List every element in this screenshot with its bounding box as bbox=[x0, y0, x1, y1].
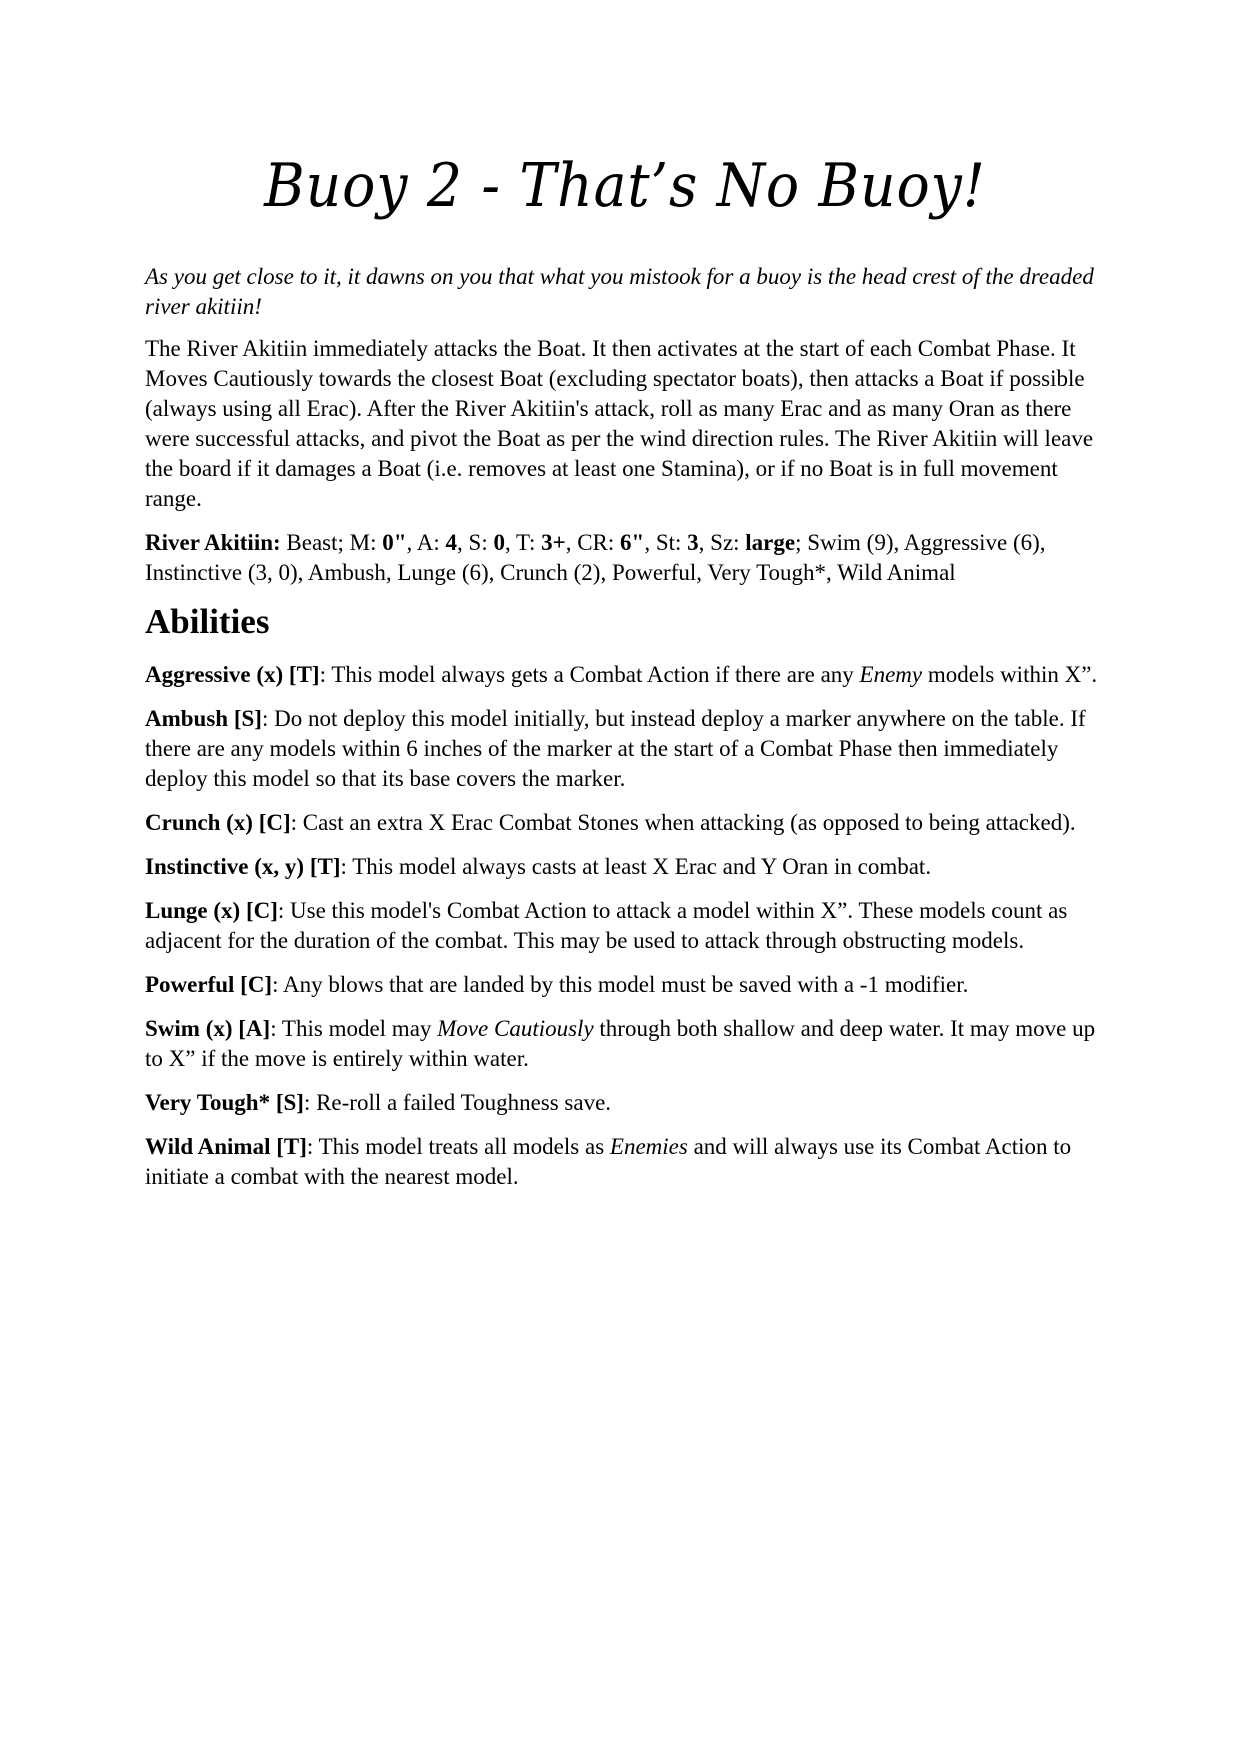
stat-cr: 6" bbox=[620, 530, 645, 555]
stat-type: Beast; M: bbox=[280, 530, 383, 555]
ability-name: Powerful [C] bbox=[145, 972, 273, 997]
ability-crunch bbox=[145, 808, 1105, 838]
ability-text: : Any blows that are landed by this model must be saved with a -1 modifier. bbox=[272, 972, 969, 997]
document-page bbox=[145, 150, 1105, 1206]
page-title: Buoy 2 - That’s No Buoy! bbox=[264, 151, 986, 221]
stat-s-label: , S: bbox=[457, 530, 494, 555]
ability-name: Crunch (x) [C] bbox=[145, 810, 291, 835]
ability-wild-animal bbox=[145, 1132, 1105, 1192]
ability-emphasis: Enemy bbox=[859, 662, 923, 687]
ability-name: Instinctive (x, y) [T] bbox=[145, 854, 341, 879]
ability-aggressive bbox=[145, 660, 1105, 690]
ability-text: : This model may bbox=[270, 1016, 438, 1041]
ability-name: Wild Animal [T] bbox=[145, 1134, 307, 1159]
stat-st: 3 bbox=[687, 530, 699, 555]
ability-very-tough bbox=[145, 1088, 1105, 1118]
stat-st-label: , St: bbox=[644, 530, 688, 555]
ability-text: models within X”. bbox=[922, 662, 1098, 687]
rules-paragraph: The River Akitiin immediately attacks the Boat. It then activates at the start of each Combat Phase. It Moves Cautiously towards the closest Boat (excluding spectator boats), then attacks a Boat if possible (always using all Erac). After the River Akitiin's attack, roll as many Erac and as many Oran as there were successful attacks, and pivot the Boat as per the wind direction rules. The River Akitiin will leave the board if it damages a Boat (i.e. removes at least one Stamina), or if no Boat is in full movement range. bbox=[145, 336, 1094, 511]
ability-instinctive bbox=[145, 852, 1105, 882]
ability-text: : This model always casts at least X Erac and Y Oran in combat. bbox=[340, 854, 932, 879]
stat-sz-label: , Sz: bbox=[698, 530, 746, 555]
stat-m: 0" bbox=[382, 530, 407, 555]
stat-traits: ; Swim (9), Aggressive (6), Instinctive (3, 0), Ambush, Lunge (6), Crunch (2), Powerful, Very Tough*, Wild Animal bbox=[145, 530, 1046, 585]
ability-name: Ambush [S] bbox=[145, 706, 262, 731]
ability-text: : Do not deploy this model initially, but instead deploy a marker anywhere on the table. If there are any models within 6 inches of the marker at the start of a Combat Phase then immediately deploy this model so that its base covers the marker. bbox=[145, 706, 1086, 791]
ability-lunge bbox=[145, 896, 1105, 956]
ability-ambush bbox=[145, 704, 1105, 794]
stat-t-label: , T: bbox=[504, 530, 542, 555]
ability-name: Very Tough* [S] bbox=[145, 1090, 304, 1115]
stat-line bbox=[145, 528, 1105, 588]
ability-emphasis: Move Cautiously bbox=[437, 1016, 594, 1041]
ability-text: : Cast an extra X Erac Combat Stones when attacking (as opposed to being attacked). bbox=[290, 810, 1076, 835]
stat-a: 4 bbox=[445, 530, 458, 555]
ability-name: Swim (x) [A] bbox=[145, 1016, 271, 1041]
intro-flavor-text: As you get close to it, it dawns on you that what you mistook for a buoy is the head crest of the dreaded river akitiin! bbox=[145, 264, 1094, 319]
stat-cr-label: , CR: bbox=[565, 530, 621, 555]
ability-name: Aggressive (x) [T] bbox=[145, 662, 320, 687]
ability-swim bbox=[145, 1014, 1105, 1074]
ability-text: : Use this model's Combat Action to attack a model within X”. These models count as adjacent for the duration of the combat. This may be used to attack through obstructing models. bbox=[145, 898, 1068, 953]
stat-sz: large bbox=[745, 530, 796, 555]
stat-s: 0 bbox=[493, 530, 505, 555]
stat-t: 3+ bbox=[541, 530, 566, 555]
ability-text: : Re-roll a failed Toughness save. bbox=[303, 1090, 612, 1115]
ability-text: : This model always gets a Combat Action if there are any bbox=[319, 662, 860, 687]
ability-emphasis: Enemies bbox=[609, 1134, 688, 1159]
ability-text: : This model treats all models as bbox=[306, 1134, 610, 1159]
stat-a-label: , A: bbox=[406, 530, 446, 555]
abilities-heading: Abilities bbox=[145, 602, 270, 641]
ability-name: Lunge (x) [C] bbox=[145, 898, 278, 923]
stat-name: River Akitiin: bbox=[145, 530, 281, 555]
ability-powerful bbox=[145, 970, 1105, 1000]
ability-text: through both shallow and deep water. It may move up to X” if the move is entirely within water. bbox=[145, 1016, 1096, 1071]
ability-text: and will always use its Combat Action to initiate a combat with the nearest model. bbox=[145, 1134, 1072, 1189]
